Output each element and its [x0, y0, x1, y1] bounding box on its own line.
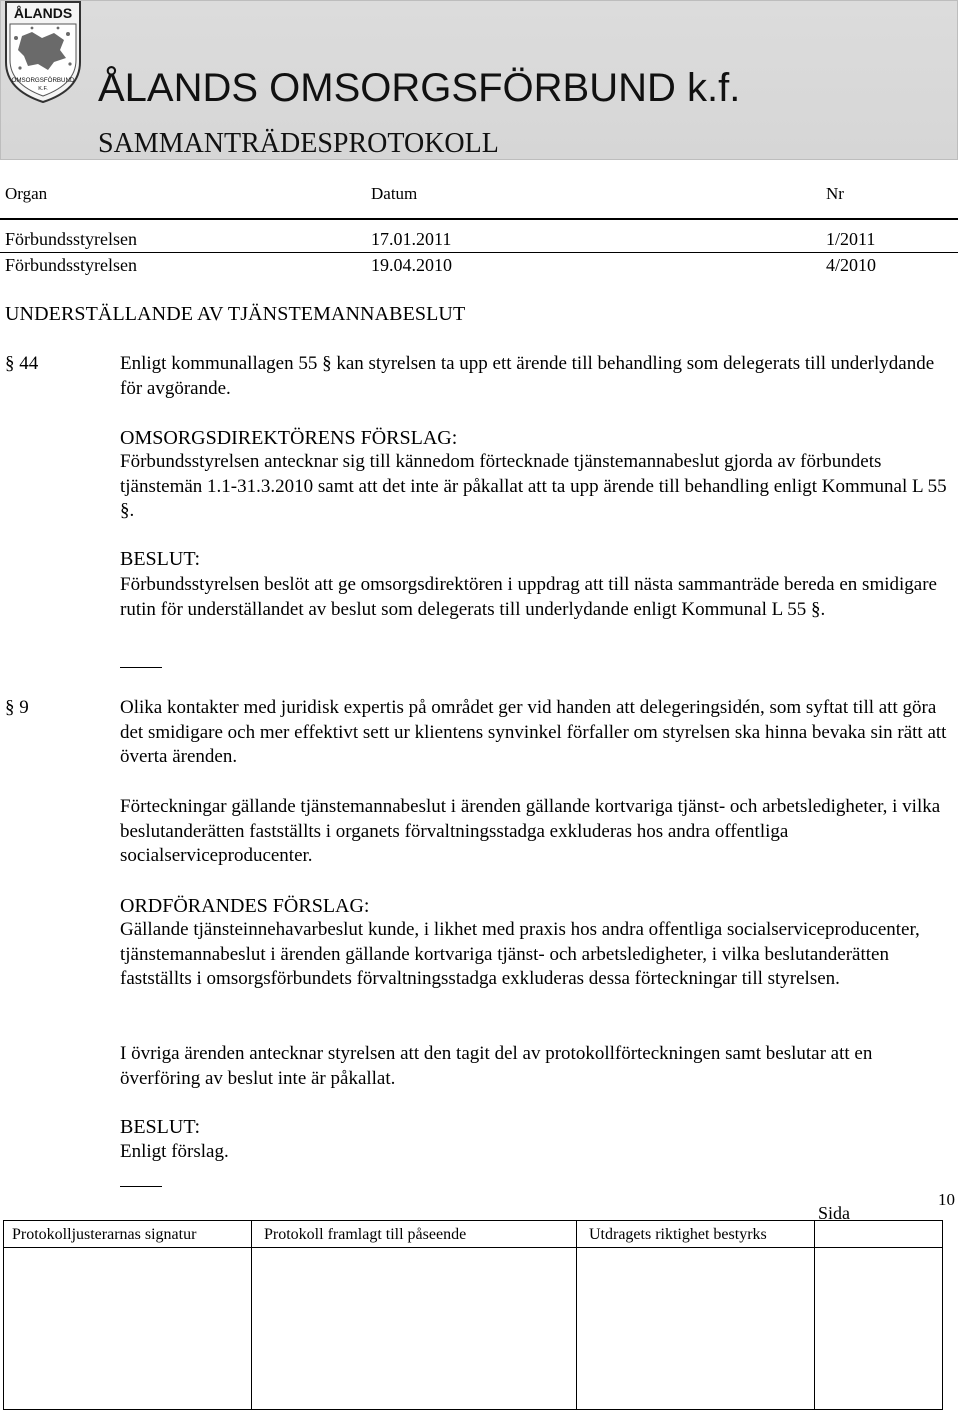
paragraph-text: Olika kontakter med juridisk expertis på området ger vid handen att delegeringsidén, som syftat till att göra det smidigare och mer effektivt sett ur klientens synvinkel förfaller om styrelsen ska hinna bevaka sin rätt att överta ärenden.: [120, 697, 947, 768]
paragraph-number: § 9: [5, 697, 29, 718]
meta-row-datum: 17.01.2011: [371, 229, 452, 249]
document-type-title: SAMMANTRÄDESPROTOKOLL: [98, 128, 499, 159]
organ-label: Organ: [5, 184, 48, 203]
sida-label: Sida: [818, 1203, 851, 1223]
organization-logo: [2, 0, 84, 104]
paragraph-number: § 44: [5, 353, 39, 374]
proposal-heading: ORDFÖRANDES FÖRSLAG:: [120, 895, 370, 917]
signature-table: [3, 1220, 943, 1410]
meta-row-datum: 19.04.2010: [371, 255, 452, 275]
meta-row-nr: 1/2011: [826, 229, 876, 249]
signature-column-header: Protokolljusterarnas signatur: [12, 1226, 197, 1243]
meta-row-organ: Förbundsstyrelsen: [5, 255, 137, 275]
posted-column-header: Protokoll framlagt till påseende: [264, 1226, 467, 1243]
organization-name: ÅLANDS OMSORGSFÖRBUND k.f.: [98, 66, 741, 110]
proposal-text: I övriga ärenden antecknar styrelsen att den tagit del av protokollförteckningen samt beslutar att en överföring av beslut inte är påkallat.: [120, 1043, 873, 1089]
logo-top-text: ÅLANDS: [13, 5, 73, 21]
column-divider: [814, 1221, 815, 1409]
logo-bottom-text: OMSORGSFÖRBUND: [11, 77, 75, 84]
column-divider: [576, 1221, 577, 1409]
page-number: 10: [938, 1190, 955, 1209]
column-divider: [251, 1221, 252, 1409]
end-of-paragraph-line: [120, 1186, 162, 1187]
datum-label: Datum: [371, 184, 418, 203]
proposal-heading: OMSORGSDIREKTÖRENS FÖRSLAG:: [120, 427, 458, 449]
decision-text: Enligt förslag.: [120, 1141, 229, 1162]
end-of-paragraph-line: [120, 667, 162, 668]
meta-row-separator: [0, 252, 958, 253]
nr-label: Nr: [826, 184, 844, 203]
decision-text: Förbundsstyrelsen beslöt att ge omsorgsdirektören i uppdrag att till nästa sammanträde bereda en smidigare rutin för underställandet av beslut som delegerats till underlydande enligt Kommunal L 55 §.: [120, 574, 937, 620]
signature-table-header: [4, 1221, 942, 1248]
decision-heading: BESLUT:: [120, 1116, 201, 1138]
paragraph-text: Förteckningar gällande tjänstemannabeslut i ärenden gällande kortvariga tjänst- och arbetsledigheter, i vilka beslutanderätten fastställts i organets förvaltningsstadga exkluderas hos andra offentliga socialserviceproducenter.: [120, 796, 941, 867]
meta-separator-line: [0, 218, 958, 220]
section-title: UNDERSTÄLLANDE AV TJÄNSTEMANNABESLUT: [5, 303, 466, 325]
logo-sub-text: K.F.: [38, 86, 48, 92]
meta-row-organ: Förbundsstyrelsen: [5, 229, 137, 249]
meta-row-nr: 4/2010: [826, 255, 877, 275]
proposal-text: Förbundsstyrelsen antecknar sig till kännedom förtecknade tjänstemannabeslut gjorda av förbundets tjänstemän 1.1-31.3.2010 samt att det inte är påkallat att ta upp ärende till behandling enligt Kommunal L 55 §.: [120, 451, 947, 522]
verified-column-header: Utdragets riktighet bestyrks: [589, 1226, 767, 1243]
decision-heading: BESLUT:: [120, 548, 201, 570]
paragraph-text: Enligt kommunallagen 55 § kan styrelsen ta upp ett ärende till behandling som delegerats till underlydande för avgörande.: [120, 353, 935, 399]
proposal-text: Gällande tjänsteinnehavarbeslut kunde, i likhet med praxis hos andra offentliga socialserviceproducenter, tjänstemannabeslut i ärenden gällande kortvariga tjänst- och arbetsledigheter, i vilka beslutanderätten fastställts i omsorgsförbundets förvaltningsstadga exkluderas dessa förteckningar till styrelsen.: [120, 919, 920, 990]
